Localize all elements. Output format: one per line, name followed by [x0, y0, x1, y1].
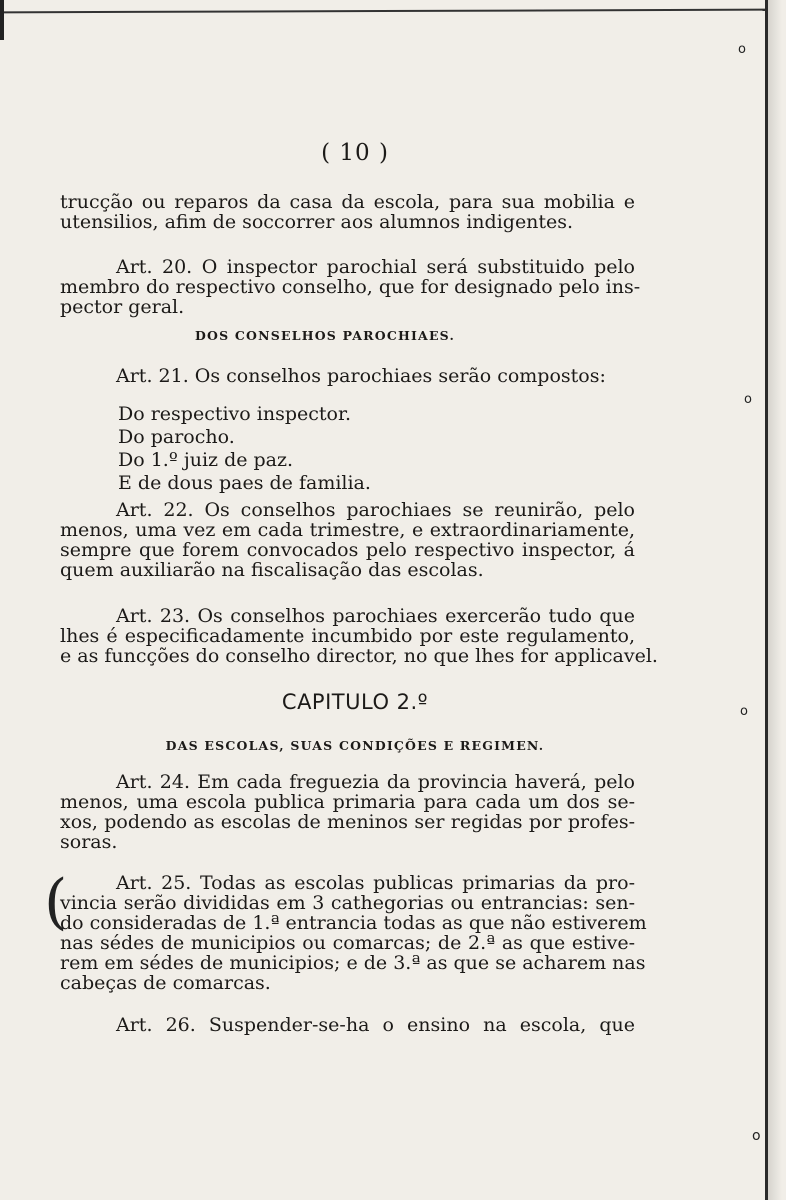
- text-line: vincia serão divididas em 3 cathegorias ou entrancias: sen-: [60, 892, 635, 914]
- section-heading-conselhos: DOS CONSELHOS PAROCHIAES.: [194, 328, 456, 343]
- text-line: Art. 26. Suspender-se-ha o ensino na escola, que: [116, 1014, 635, 1036]
- article-24: [60, 772, 635, 852]
- text-line: Art. 21. Os conselhos parochiaes serão compostos:: [116, 365, 606, 387]
- text-line: Art. 20. O inspector parochial será substituido pelo: [116, 256, 635, 278]
- page-top-edge: [0, 0, 770, 13]
- list-item: Do parocho.: [118, 426, 235, 448]
- text-line: Art. 23. Os conselhos parochiaes exercerão tudo que: [116, 605, 635, 627]
- article-25: [60, 872, 647, 994]
- margin-mark: o: [744, 392, 752, 407]
- text-line: do consideradas de 1.ª entrancia todas as que não estiverem: [60, 912, 647, 934]
- text-line: rem em sédes de municipios; e de 3.ª as que se acharem nas: [60, 952, 646, 974]
- text-line: menos, uma escola publica primaria para cada um dos se-: [60, 791, 635, 813]
- text-line: e as funcções do conselho director, no que lhes for applicavel.: [60, 645, 658, 667]
- page-left-edge: [0, 0, 4, 40]
- text-line: Art. 22. Os conselhos parochiaes se reunirão, pelo: [116, 499, 635, 521]
- text-line: utensilios, afim de soccorrer aos alumnos indigentes.: [60, 211, 574, 233]
- text-line: soras.: [60, 831, 118, 853]
- text-line: xos, podendo as escolas de meninos ser regidas por profes-: [60, 811, 635, 833]
- text-line: pector geral.: [60, 296, 185, 318]
- article-22: [60, 500, 635, 580]
- text-line: trucção ou reparos da casa da escola, para sua mobilia e: [60, 191, 635, 213]
- text-line: nas sédes de municipios ou comarcas; de 2.ª as que estive-: [60, 932, 635, 954]
- text-line: sempre que forem convocados pelo respectivo inspector, á: [60, 539, 635, 561]
- list-item: Do 1.º juiz de paz.: [118, 449, 294, 471]
- intro-paragraph: [60, 192, 635, 232]
- list-item: Do respectivo inspector.: [118, 403, 351, 425]
- text-line: lhes é especificadamente incumbido por este regulamento,: [60, 625, 635, 647]
- text-line: Art. 25. Todas as escolas publicas primarias da pro-: [116, 872, 635, 894]
- article-21: [60, 366, 635, 386]
- margin-bracket: (: [44, 867, 68, 937]
- page-binding-edge: [765, 0, 782, 1200]
- section-heading-escolas: DAS ESCOLAS, SUAS CONDIÇÕES E REGIMEN.: [165, 738, 545, 753]
- list-item: E de dous paes de familia.: [118, 472, 371, 494]
- text-line: quem auxiliarão na fiscalisação das escolas.: [60, 559, 484, 581]
- article-26: [60, 1015, 635, 1035]
- article-20: [60, 256, 641, 318]
- page-number: ( 10 ): [321, 140, 389, 166]
- text-line: menos, uma vez em cada trimestre, e extraordinariamente,: [60, 519, 635, 541]
- margin-mark: o: [738, 42, 746, 57]
- article-23: [60, 605, 658, 667]
- text-line: cabeças de comarcas.: [60, 972, 271, 994]
- text-line: Art. 24. Em cada freguezia da provincia haverá, pelo: [116, 771, 635, 793]
- margin-mark: o: [752, 1128, 761, 1144]
- article-21-list: [118, 403, 518, 495]
- text-line: membro do respectivo conselho, que for designado pelo ins-: [60, 276, 641, 298]
- margin-mark: o: [740, 704, 748, 719]
- chapter-heading: CAPITULO 2.º: [281, 690, 429, 714]
